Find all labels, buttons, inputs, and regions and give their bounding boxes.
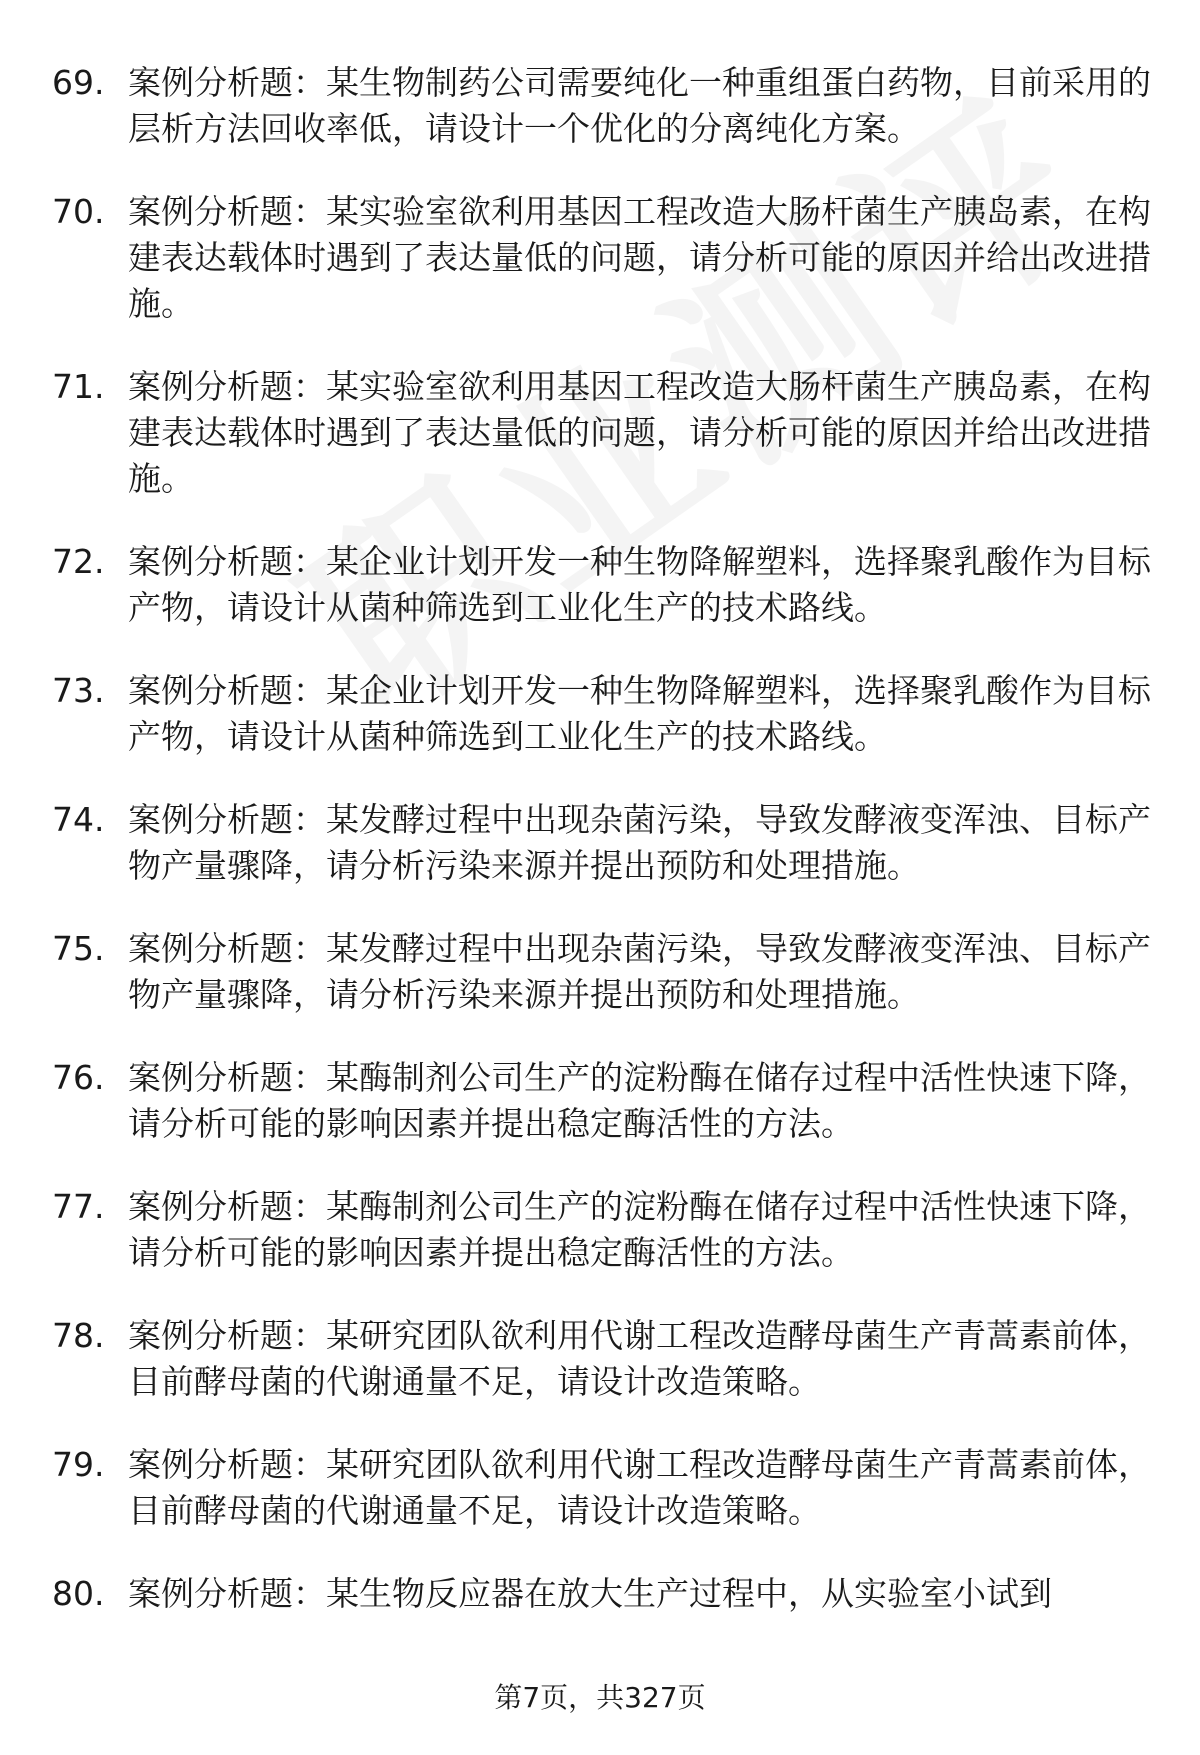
question-text: 案例分析题：某实验室欲利用基因工程改造大肠杆菌生产胰岛素，在构建表达载体时遇到了表达量低的问题，请分析可能的原因并给出改进措施。	[128, 367, 1151, 498]
question-item	[52, 60, 1152, 152]
question-text: 案例分析题：某企业计划开发一种生物降解塑料，选择聚乳酸作为目标产物，请设计从菌种筛选到工业化生产的技术路线。	[128, 542, 1151, 627]
question-number: 79.	[52, 1445, 105, 1484]
question-item	[52, 364, 1152, 502]
question-item	[52, 1442, 1152, 1534]
question-item	[52, 1313, 1152, 1405]
question-number: 78.	[52, 1316, 105, 1355]
question-number: 73.	[52, 671, 105, 710]
question-text: 案例分析题：某研究团队欲利用代谢工程改造酵母菌生产青蒿素前体，目前酵母菌的代谢通量不足，请设计改造策略。	[128, 1445, 1151, 1530]
question-item	[52, 1184, 1152, 1276]
page-footer: 第7页，共327页	[494, 1681, 706, 1714]
question-list	[52, 60, 1152, 1654]
question-item	[52, 189, 1152, 327]
question-text: 案例分析题：某生物制药公司需要纯化一种重组蛋白药物，目前采用的层析方法回收率低，请设计一个优化的分离纯化方案。	[128, 63, 1151, 148]
question-text: 案例分析题：某生物反应器在放大生产过程中，从实验室小试到	[128, 1574, 1052, 1613]
question-number: 77.	[52, 1187, 105, 1226]
question-text: 案例分析题：某发酵过程中出现杂菌污染，导致发酵液变浑浊、目标产物产量骤降，请分析污染来源并提出预防和处理措施。	[128, 800, 1151, 885]
question-number: 72.	[52, 542, 105, 581]
question-item	[52, 926, 1152, 1018]
question-item	[52, 1571, 1152, 1617]
question-text: 案例分析题：某实验室欲利用基因工程改造大肠杆菌生产胰岛素，在构建表达载体时遇到了表达量低的问题，请分析可能的原因并给出改进措施。	[128, 192, 1151, 323]
question-item	[52, 539, 1152, 631]
question-number: 80.	[52, 1574, 105, 1613]
question-text: 案例分析题：某研究团队欲利用代谢工程改造酵母菌生产青蒿素前体，目前酵母菌的代谢通量不足，请设计改造策略。	[128, 1316, 1151, 1401]
question-item	[52, 1055, 1152, 1147]
question-text: 案例分析题：某酶制剂公司生产的淀粉酶在储存过程中活性快速下降，请分析可能的影响因素并提出稳定酶活性的方法。	[128, 1058, 1151, 1143]
question-number: 76.	[52, 1058, 105, 1097]
question-text: 案例分析题：某酶制剂公司生产的淀粉酶在储存过程中活性快速下降，请分析可能的影响因素并提出稳定酶活性的方法。	[128, 1187, 1151, 1272]
question-number: 70.	[52, 192, 105, 231]
question-number: 74.	[52, 800, 105, 839]
question-item	[52, 668, 1152, 760]
question-number: 69.	[52, 63, 105, 102]
question-text: 案例分析题：某发酵过程中出现杂菌污染，导致发酵液变浑浊、目标产物产量骤降，请分析污染来源并提出预防和处理措施。	[128, 929, 1151, 1014]
question-number: 75.	[52, 929, 105, 968]
question-text: 案例分析题：某企业计划开发一种生物降解塑料，选择聚乳酸作为目标产物，请设计从菌种筛选到工业化生产的技术路线。	[128, 671, 1151, 756]
question-number: 71.	[52, 367, 105, 406]
question-item	[52, 797, 1152, 889]
